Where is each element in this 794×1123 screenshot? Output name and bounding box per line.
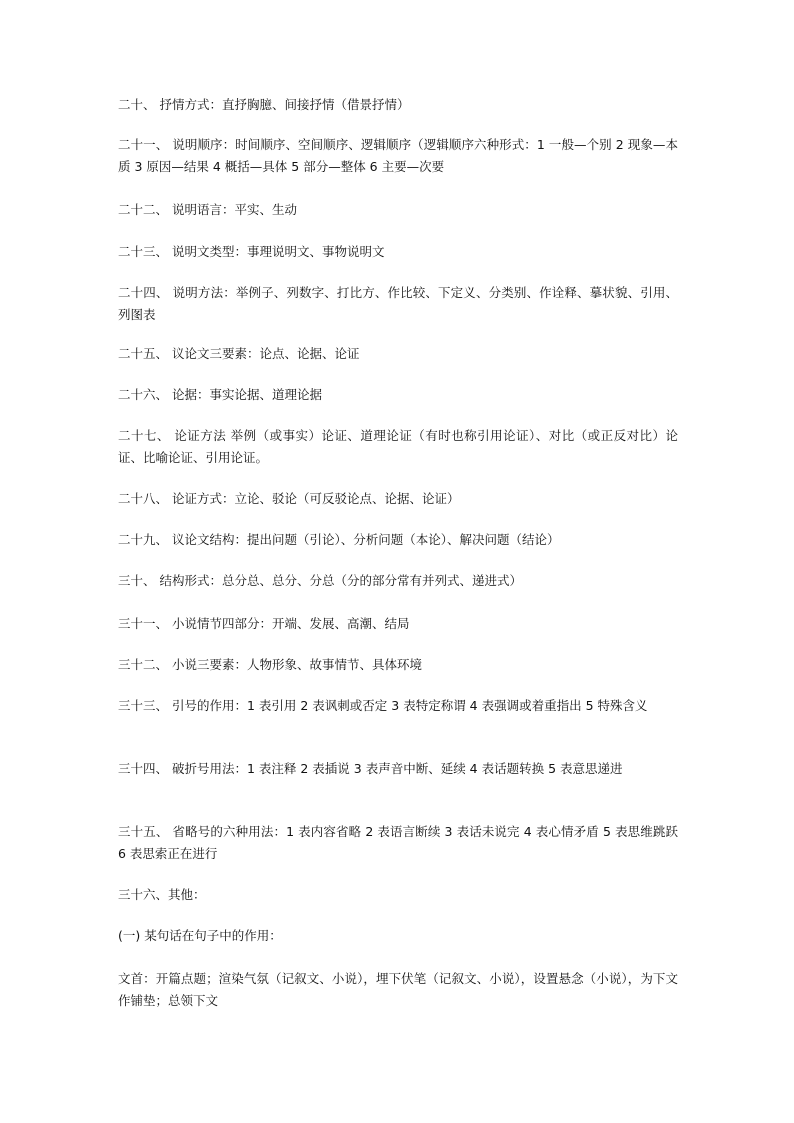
paragraph-20: 二十、 抒情方式：直抒胸臆、间接抒情（借景抒情） [118, 97, 410, 112]
paragraph-29: 二十九、 议论文结构：提出问题（引论）、分析问题（本论）、解决问题（结论） [118, 532, 560, 547]
paragraph-23: 二十三、 说明文类型：事理说明文、事物说明文 [118, 244, 385, 259]
paragraph-25: 二十五、 议论文三要素：论点、论据、论证 [118, 346, 360, 361]
paragraph-36: 三十六、其他： [118, 887, 206, 902]
paragraph-31: 三十一、 小说情节四部分：开端、发展、高潮、结局 [118, 616, 410, 631]
paragraph-24: 二十四、 说明方法：举例子、列数字、打比方、作比较、下定义、分类别、作诠释、摹状貌、引用、列图表 [118, 285, 678, 322]
paragraph-32: 三十二、 小说三要素：人物形象、故事情节、具体环境 [118, 657, 422, 672]
paragraph-35: 三十五、 省略号的六种用法：1 表内容省略 2 表语言断续 3 表话未说完 4 表心情矛盾 5 表思维跳跃 6 表思索正在进行 [118, 824, 678, 861]
paragraph-opening: 文首：开篇点题；渲染气氛（记叙文、小说），埋下伏笔（记叙文、小说），设置悬念（小说），为下文作铺垫；总领下文 [118, 971, 678, 1008]
paragraph-22: 二十二、 说明语言：平实、生动 [118, 202, 297, 217]
paragraph-33: 三十三、 引号的作用：1 表引用 2 表讽刺或否定 3 表特定称谓 4 表强调或着重指出 5 特殊含义 [118, 698, 648, 713]
paragraph-28: 二十八、 论证方式：立论、驳论（可反驳论点、论据、论证） [118, 491, 460, 506]
paragraph-30: 三十、 结构形式：总分总、总分、分总（分的部分常有并列式、递进式） [118, 573, 522, 588]
paragraph-21: 二十一、 说明顺序：时间顺序、空间顺序、逻辑顺序（逻辑顺序六种形式：1 一般—个别 2 现象—本质 3 原因—结果 4 概括—具体 5 部分—整体 6 主要—次要 [118, 137, 678, 174]
subsection-heading: (一) 某句话在句子中的作用： [118, 928, 282, 943]
paragraph-34: 三十四、 破折号用法：1 表注释 2 表插说 3 表声音中断、延续 4 表话题转换 5 表意思递进 [118, 761, 623, 776]
paragraph-27: 二十七、 论证方法 举例（或事实）论证、道理论证（有时也称引用论证）、对比（或正反对比）论证、比喻论证、引用论证。 [118, 428, 678, 465]
paragraph-26: 二十六、 论据：事实论据、道理论据 [118, 387, 322, 402]
